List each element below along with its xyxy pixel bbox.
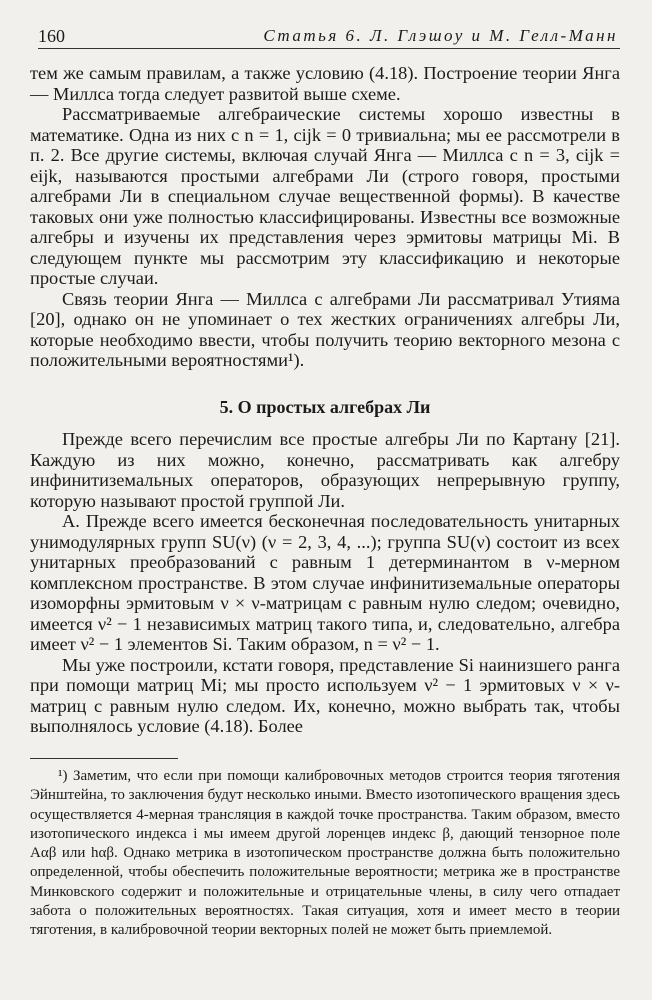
paragraph-su-groups: А. Прежде всего имеется бесконечная последовательность унитарных унимодулярных групп SU(ν) (ν = 2, 3, 4, ...); группа SU(ν) состоит из всех унитарных преобразований с равным 1 детерминантом в ν-мерном комплексном пространстве. В этом случае инфинитиземальные операторы изоморфны эрмитовым ν × ν-матрицам с равным нулю следом; очевидно, имеется ν² − 1 независимых матриц такого типа, и, следовательно, алгебра имеет ν² − 1 элементов Si. Таким образом, n = ν² − 1. [30,511,620,654]
page-header [38,22,620,49]
page-number: 160 [38,26,65,46]
paragraph-continued: тем же самым правилам, а также условию (4.18). Построение теории Янга — Миллса тогда следует развитой выше схеме. [30,63,620,104]
paragraph-representation: Мы уже построили, кстати говоря, представление Si наинизшего ранга при помощи матриц Mi; мы просто используем ν² − 1 эрмитовых ν × ν-матриц с равным нулю следом. Их, конечно, можно выбрать так, чтобы выполнялось условие (4.18). Более [30,654,620,736]
section-heading: 5. О простых алгебрах Ли [219,396,431,417]
main-text [30,63,620,737]
paragraph-algebraic-systems: Рассматриваемые алгебраические системы хорошо известны в математике. Одна из них с n = 1, cijk = 0 тривиальна; мы ее рассмотрели в п. 2. Все другие системы, включая случай Янга — Миллса с n = 3, cijk = eijk, называются простыми алгебрами Ли (строго говоря, простыми алгебрами Ли в специальном случае вещественной формы). В качестве таковых они уже полностью классифицированы. Известны все возможные алгебры и изучены их представления через эрмитовы матрицы Mi. В следующем пункте мы рассмотрим эту классификацию и некоторые простые случаи. [30,104,620,288]
paragraph-cartan: Прежде всего перечислим все простые алгебры Ли по Картану [21]. Каждую из них можно, конечно, рассматривать как алгебру инфинитиземальных операторов, образующих непрерывную группу, которую называют простой группой Ли. [30,429,620,511]
paragraph-utiyama: Связь теории Янга — Миллса с алгебрами Ли рассматривал Утияма [20], однако он не упоминает о тех жестких ограничениях алгебры Ли, которые необходимо ввести, чтобы получить теорию векторного мезона с положительными вероятностями¹). [30,288,620,370]
footnote-divider [30,758,178,759]
footnote: ¹) Заметим, что если при помощи калибровочных методов строится теория тяготения Эйнштейна, то заключения будут несколько иными. Вместо изотопического вращения здесь осуществляется 4-мерная трансляция в каждой точке пространства. Таким образом, вместо изотопического индекса i мы имеем другой лоренцев индекс β, дающий тензорное поле Aαβ или hαβ. Однако метрика в изотопическом пространстве должна быть положительно определенной, чтобы обеспечить положительные вероятности; метрика же в пространстве Минковского содержит и положительные и отрицательные члены, в силу чего отпадает забота о положительных вероятностях. Такая ситуация, хотя и имеет место в теории тяготения, в калибровочной теории векторных полей не может быть приемлемой. [30,768,620,939]
running-head: Статья 6. Л. Глэшоу и М. Гелл-Манн [263,26,618,45]
